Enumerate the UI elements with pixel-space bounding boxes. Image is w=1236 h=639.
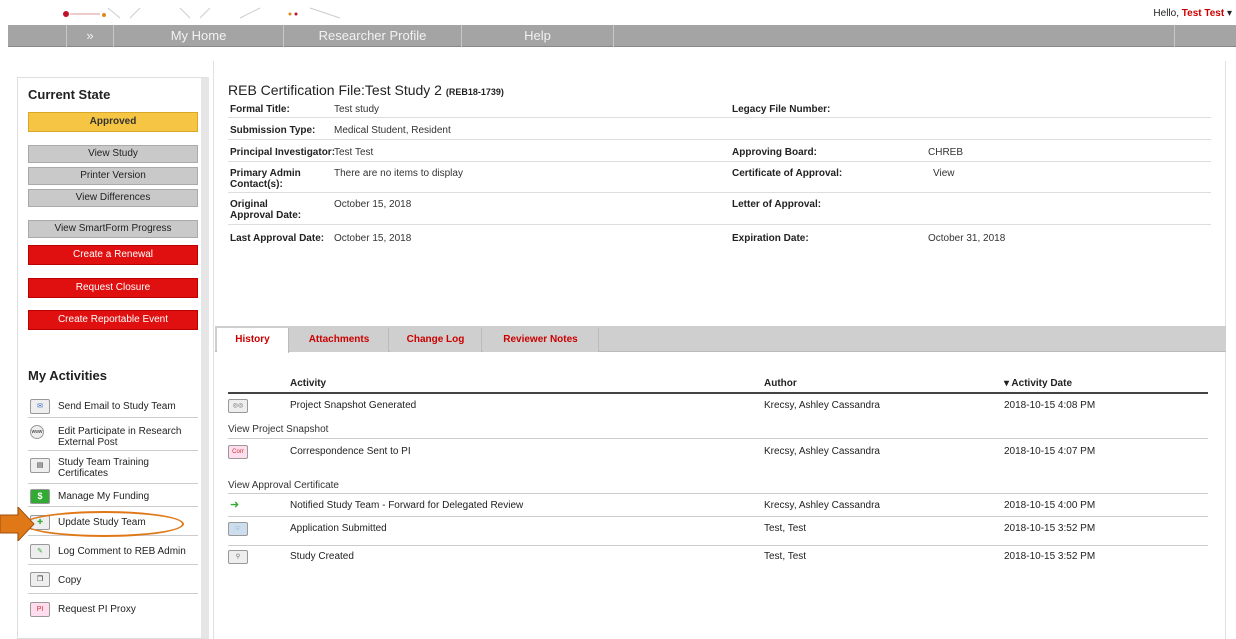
submit-icon: ☞ — [228, 522, 248, 536]
study-title: REB Certification File:Test Study 2 — [228, 82, 442, 98]
info-row — [228, 226, 1211, 246]
dollar-icon: $ — [30, 489, 50, 504]
date-cell: 2018-10-15 3:52 PM — [1004, 551, 1096, 562]
info-label: Approving Board: — [732, 147, 817, 158]
forward-icon: ➜ — [230, 499, 240, 511]
nav-expand-button[interactable]: » — [66, 25, 114, 47]
activity-label[interactable]: Log Comment to REB Admin — [58, 546, 186, 557]
activity-copy[interactable] — [28, 566, 198, 594]
info-label: Submission Type: — [230, 125, 316, 136]
study-id: (REB18-1739) — [445, 87, 504, 97]
info-value: CHREB — [928, 147, 964, 158]
table-row — [228, 549, 1208, 565]
info-label: Original Approval Date: — [230, 199, 302, 221]
info-value: Test Test — [334, 147, 374, 158]
tab-attachments[interactable]: Attachments — [290, 328, 389, 352]
info-row — [228, 163, 1211, 193]
activity-manage-funding[interactable] — [28, 485, 198, 507]
my-activities-title: My Activities — [28, 368, 107, 383]
info-label: Certificate of Approval: — [732, 168, 843, 179]
activity-label[interactable]: Study Team Training Certificates — [58, 457, 149, 479]
highlight-circle — [24, 511, 184, 537]
activity-cell: Project Snapshot Generated — [290, 400, 417, 411]
greeting-text: Hello, — [1153, 8, 1179, 19]
activity-send-email[interactable] — [28, 396, 198, 418]
info-label: Legacy File Number: — [732, 104, 831, 115]
row-divider — [228, 516, 1208, 517]
certificate-view-link[interactable]: View — [933, 168, 955, 179]
view-smartform-progress-button[interactable]: View SmartForm Progress — [28, 220, 198, 238]
table-row — [228, 498, 1208, 514]
author-cell: Krecsy, Ashley Cassandra — [764, 500, 880, 511]
create-reportable-event-button[interactable]: Create Reportable Event — [28, 310, 198, 330]
info-row — [228, 194, 1211, 225]
author-cell: Test, Test — [764, 523, 807, 534]
correspondence-icon: Corr — [228, 445, 248, 459]
top-banner — [0, 0, 1236, 24]
info-label: Expiration Date: — [732, 233, 809, 244]
activity-edit-external-post[interactable] — [28, 419, 198, 451]
author-cell: Krecsy, Ashley Cassandra — [764, 400, 880, 411]
nav-my-home[interactable]: My Home — [114, 25, 284, 47]
info-label: Last Approval Date: — [230, 233, 325, 244]
copy-icon: ❐ — [30, 572, 50, 587]
info-row — [228, 100, 1211, 118]
nav-researcher-profile[interactable]: Researcher Profile — [284, 25, 462, 47]
request-closure-button[interactable]: Request Closure — [28, 278, 198, 298]
info-label: Primary Admin Contact(s): — [230, 168, 301, 190]
user-greeting[interactable] — [1153, 8, 1232, 19]
row-divider — [228, 493, 1208, 494]
tab-reviewer-notes[interactable]: Reviewer Notes — [483, 328, 599, 352]
info-row — [228, 141, 1211, 162]
email-icon: ✉ — [30, 399, 50, 414]
comment-icon: ✎ — [30, 544, 50, 559]
view-project-snapshot-link[interactable]: View Project Snapshot — [228, 424, 329, 435]
view-approval-certificate-link[interactable]: View Approval Certificate — [228, 480, 339, 491]
info-value: October 15, 2018 — [334, 233, 412, 244]
info-value: Medical Student, Resident — [334, 125, 451, 136]
activity-label[interactable]: Manage My Funding — [58, 491, 150, 502]
activity-request-pi-proxy[interactable] — [28, 598, 198, 622]
activity-cell: Notified Study Team - Forward for Delegated Review — [290, 500, 524, 511]
view-differences-button[interactable]: View Differences — [28, 189, 198, 207]
info-value: There are no items to display — [334, 168, 463, 179]
table-header — [228, 370, 1208, 394]
created-icon: ⚲ — [228, 550, 248, 564]
date-cell: 2018-10-15 4:07 PM — [1004, 446, 1096, 457]
status-badge: Approved — [28, 112, 198, 132]
activity-label[interactable]: Edit Participate in Research External Post — [58, 426, 182, 448]
activity-cell: Application Submitted — [290, 523, 387, 534]
create-renewal-button[interactable]: Create a Renewal — [28, 245, 198, 265]
annotation-arrow-icon — [0, 507, 36, 541]
info-row — [228, 119, 1211, 140]
date-cell: 2018-10-15 3:52 PM — [1004, 523, 1096, 534]
chevron-down-icon[interactable]: ▾ — [1226, 8, 1232, 19]
tab-bar — [215, 326, 1226, 352]
activity-training-certificates[interactable] — [28, 452, 198, 484]
activity-label[interactable]: Request PI Proxy — [58, 604, 136, 615]
info-value: October 31, 2018 — [928, 233, 1006, 244]
column-activity[interactable]: Activity — [290, 378, 327, 389]
team-icon: ✚ — [30, 515, 50, 530]
info-value: Test study — [334, 104, 380, 115]
snapshot-icon: ◎◎ — [228, 399, 248, 413]
author-cell: Test, Test — [764, 551, 807, 562]
page-title — [228, 82, 504, 98]
activity-label[interactable]: Copy — [58, 575, 82, 586]
table-row — [228, 444, 1208, 460]
info-label: Formal Title: — [230, 104, 290, 115]
user-name[interactable]: Test Test — [1181, 8, 1225, 19]
row-divider — [228, 438, 1208, 439]
author-cell: Krecsy, Ashley Cassandra — [764, 446, 880, 457]
activity-label[interactable]: Send Email to Study Team — [58, 401, 176, 412]
info-label: Principal Investigator: — [230, 147, 336, 158]
sidebar — [17, 77, 209, 639]
tab-history[interactable]: History — [217, 328, 289, 353]
decorative-pattern — [60, 6, 380, 20]
date-cell: 2018-10-15 4:08 PM — [1004, 400, 1096, 411]
activity-cell: Correspondence Sent to PI — [290, 446, 411, 457]
activity-log-comment[interactable] — [28, 537, 198, 565]
view-study-button[interactable]: View Study — [28, 145, 198, 163]
current-state-title: Current State — [28, 87, 111, 102]
nav-divider — [1174, 25, 1175, 47]
table-row — [228, 398, 1208, 414]
activity-label[interactable]: Update Study Team — [58, 517, 146, 528]
tab-change-log[interactable]: Change Log — [390, 328, 482, 352]
certificate-icon: ▤ — [30, 458, 50, 473]
nav-help[interactable]: Help — [462, 25, 614, 47]
row-divider — [228, 545, 1208, 546]
column-author[interactable]: Author — [764, 378, 797, 389]
www-icon: www — [30, 425, 44, 439]
main-nav — [8, 25, 1236, 47]
info-value: October 15, 2018 — [334, 199, 412, 210]
printer-version-button[interactable]: Printer Version — [28, 167, 198, 185]
column-activity-date[interactable]: ▾ Activity Date — [1004, 378, 1073, 389]
activity-cell: Study Created — [290, 551, 354, 562]
table-row — [228, 521, 1208, 537]
date-cell: 2018-10-15 4:00 PM — [1004, 500, 1096, 511]
info-label: Letter of Approval: — [732, 199, 822, 210]
pi-icon: PI — [30, 602, 50, 617]
